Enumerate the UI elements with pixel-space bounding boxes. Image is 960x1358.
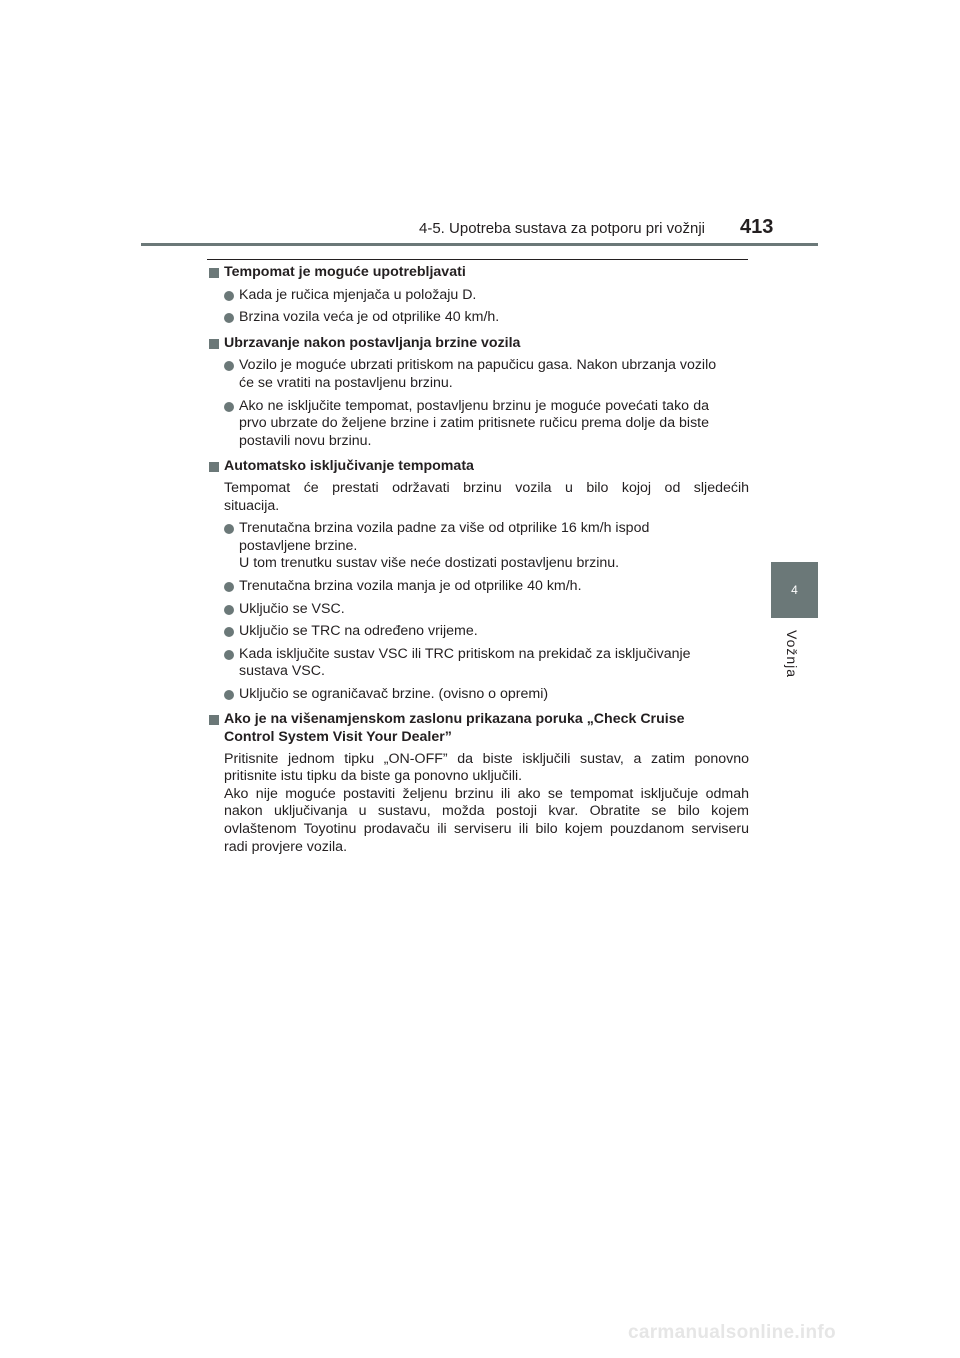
round-bullet-icon	[224, 402, 234, 412]
list-item: Ako ne isključite tempomat, postavljenu brzinu je moguće povećati tako da prvo ubrzate do željene brzine i zatim pritisnete ručicu prema dolje da biste postavili novu brzinu.	[209, 398, 749, 451]
section-title: Automatsko isključivanje tempomata	[209, 458, 749, 476]
section-title: Tempomat je moguće upotrebljavati	[209, 264, 749, 282]
page-number: 413	[740, 216, 774, 238]
list-item: Trenutačna brzina vozila manja je od otprilike 40 km/h.	[209, 578, 749, 596]
round-bullet-icon	[224, 361, 234, 371]
square-bullet-icon	[209, 715, 219, 725]
chapter-tab: 4	[771, 562, 818, 618]
list-item: Trenutačna brzina vozila padne za više od otprilike 16 km/h ispod postavljene brzine. U tom trenutku sustav više neće dostizati postavljenu brzinu.	[209, 520, 749, 573]
page-content	[209, 264, 749, 856]
round-bullet-icon	[224, 690, 234, 700]
header-section-title: 4-5. Upotreba sustava za potporu pri vožnji	[419, 220, 705, 237]
round-bullet-icon	[224, 627, 234, 637]
list-item: Uključio se VSC.	[209, 601, 749, 619]
list-item: Kada isključite sustav VSC ili TRC pritiskom na prekidač za isključivanje sustava VSC.	[209, 646, 749, 681]
round-bullet-icon	[224, 313, 234, 323]
square-bullet-icon	[209, 339, 219, 349]
square-bullet-icon	[209, 268, 219, 278]
round-bullet-icon	[224, 605, 234, 615]
square-bullet-icon	[209, 462, 219, 472]
watermark: carmanualsonline.info	[628, 1322, 836, 1343]
header-rule	[141, 243, 818, 246]
chapter-label: Vožnja	[784, 630, 800, 679]
list-item: Brzina vozila veća je od otprilike 40 km/h.	[209, 309, 749, 327]
round-bullet-icon	[224, 291, 234, 301]
list-item: Vozilo je moguće ubrzati pritiskom na papučicu gasa. Nakon ubrzanja vozilo će se vratiti na postavljenu brzinu.	[209, 357, 749, 392]
section-paragraph: Pritisnite jednom tipku „ON-OFF” da biste isključili sustav, a zatim ponovno pritisnite istu tipku da biste ga ponovno uključili. Ako nije moguće postaviti željenu brzinu ili ako se tempomat isključuje odmah nakon uključivanja u sustavu, možda postoji kvar. Obratite se bilo kojem ovlaštenom Toyotinu prodavaču ili serviseru ili bilo kojem pouzdanom serviseru radi provjere vozila.	[224, 750, 749, 855]
list-item: Kada je ručica mjenjača u položaju D.	[209, 287, 749, 305]
section-intro: Tempomat će prestati održavati brzinu vozila u bilo kojoj od sljedećih situacija.	[224, 479, 749, 514]
round-bullet-icon	[224, 650, 234, 660]
round-bullet-icon	[224, 582, 234, 592]
round-bullet-icon	[224, 524, 234, 534]
section-title: Ubrzavanje nakon postavljanja brzine vozila	[209, 335, 749, 353]
content-rule	[207, 259, 748, 260]
list-item: Uključio se TRC na određeno vrijeme.	[209, 623, 749, 641]
section-title: Ako je na višenamjenskom zaslonu prikazana poruka „Check Cruise Control System Visit Your Dealer”	[209, 711, 749, 746]
list-item: Uključio se ograničavač brzine. (ovisno o opremi)	[209, 686, 749, 704]
